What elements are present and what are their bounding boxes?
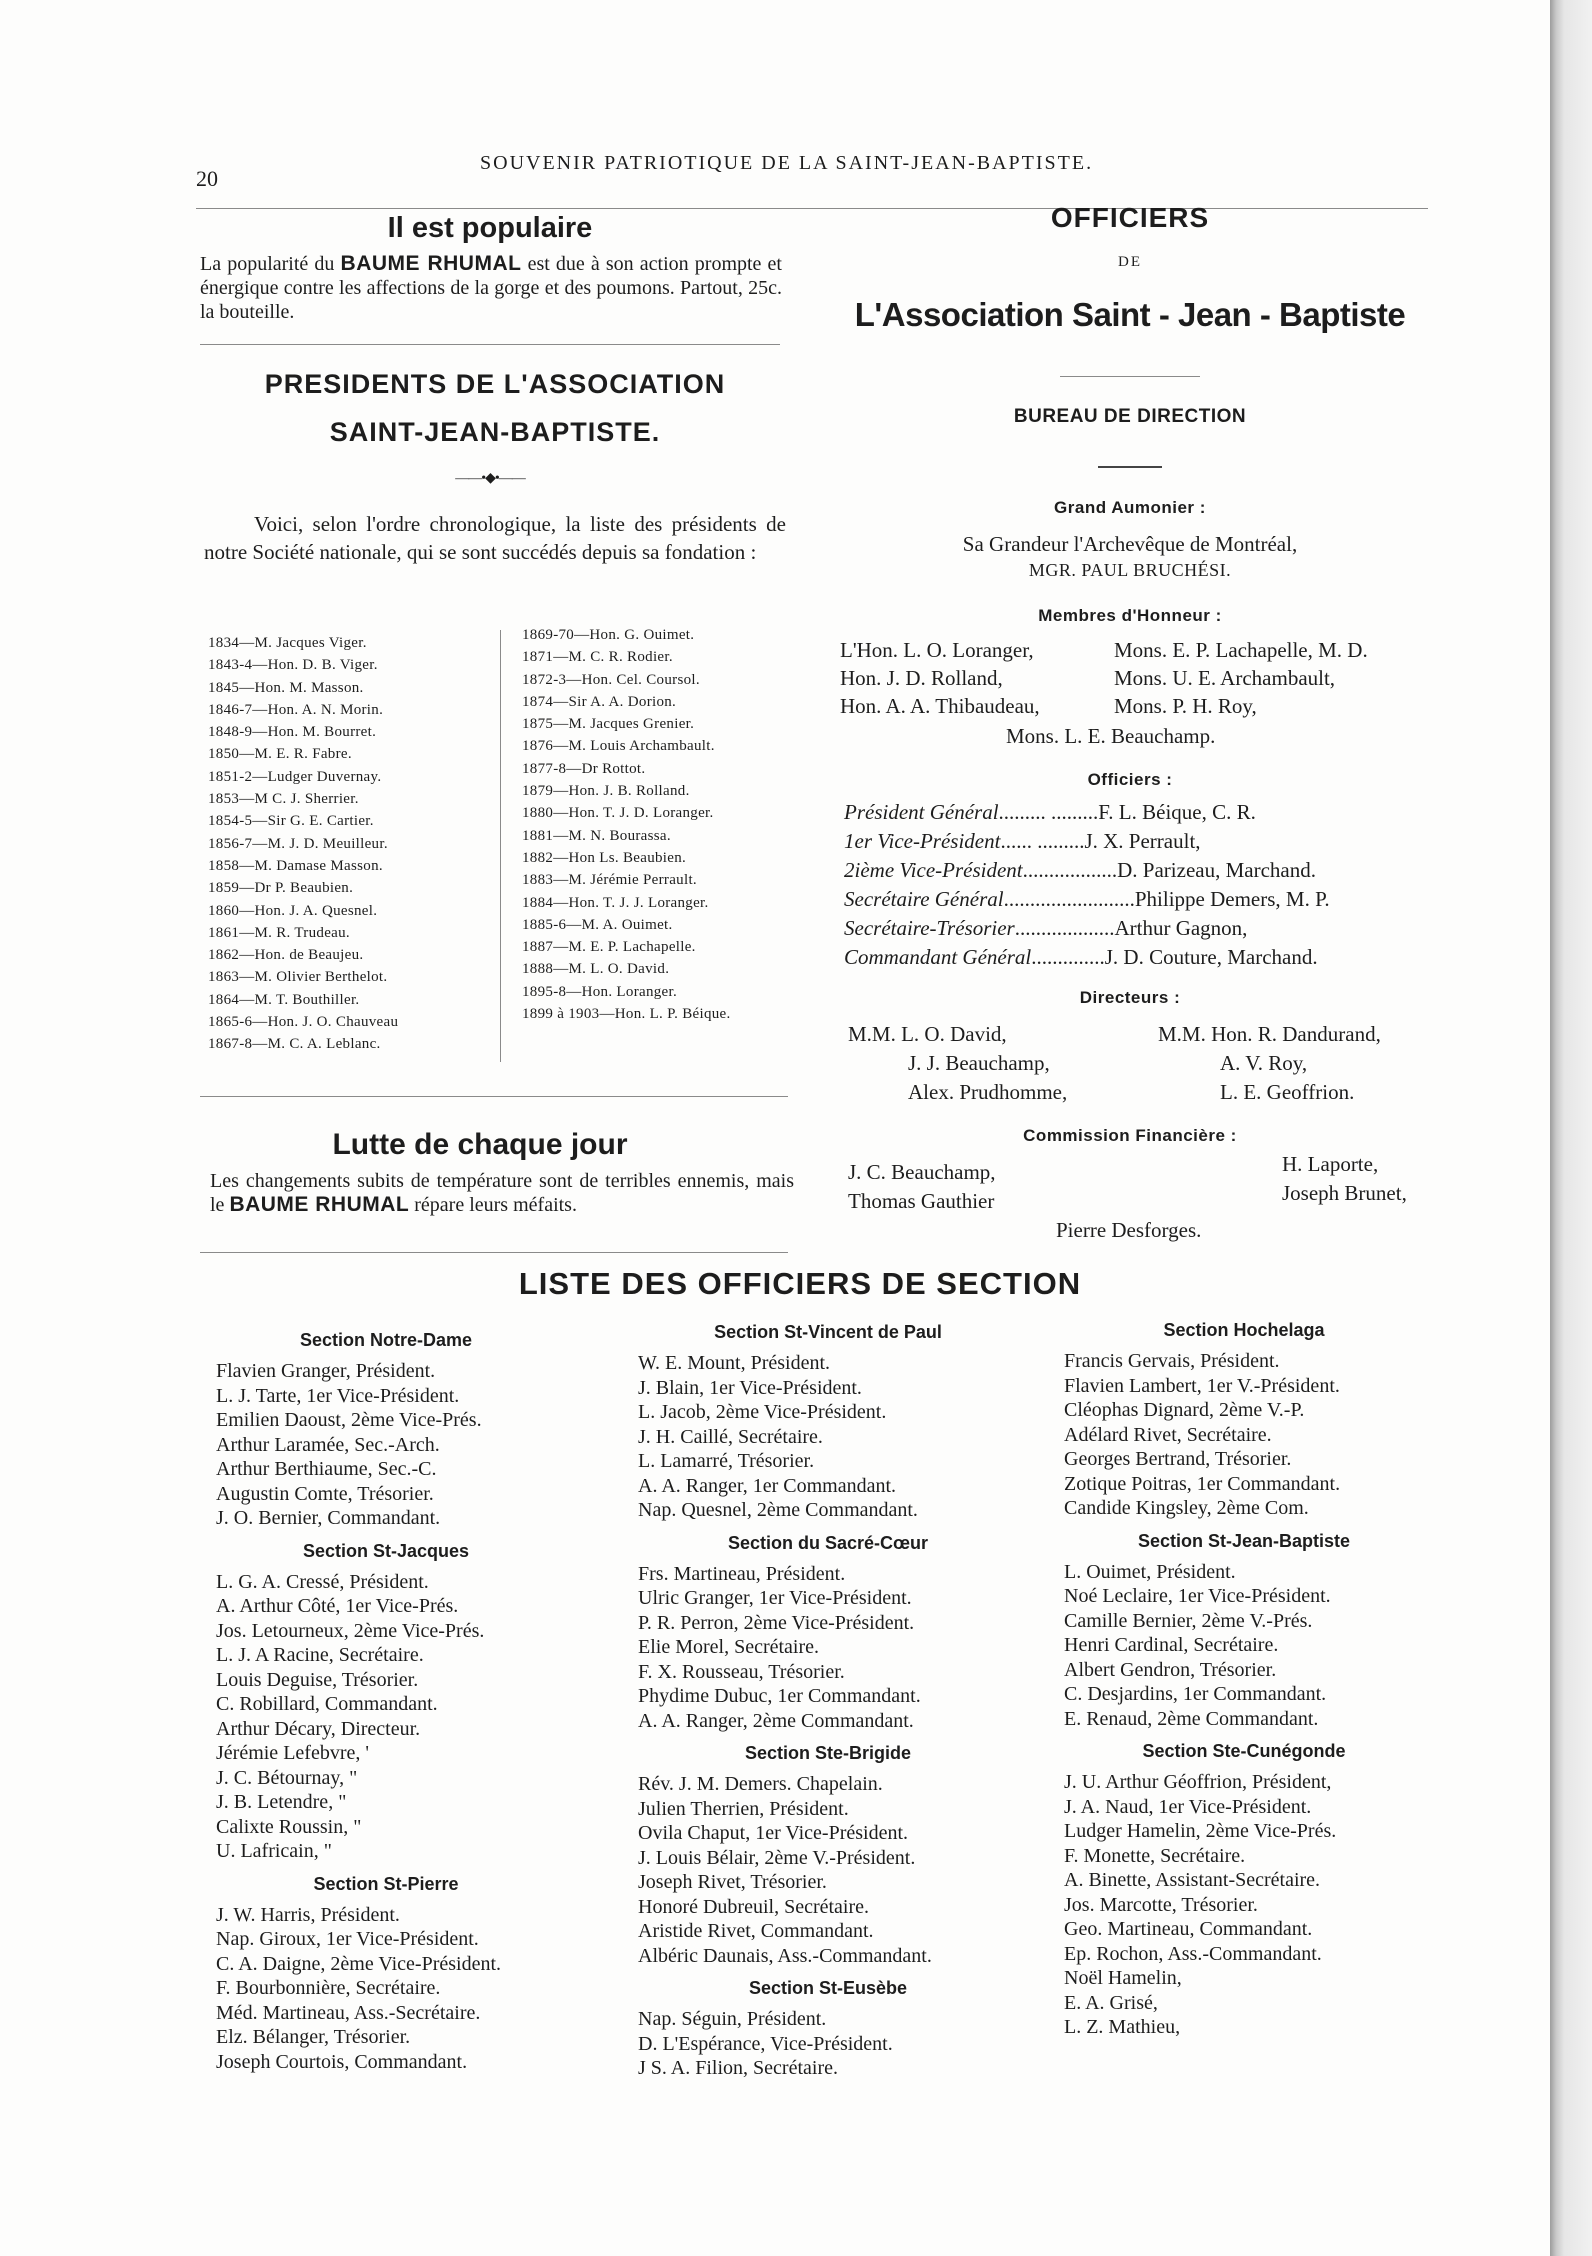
president-entry: 1834—M. Jacques Viger.: [208, 635, 367, 651]
honneur-member: L'Hon. L. O. Loranger,: [840, 638, 1034, 662]
commission-member: H. Laporte,: [1282, 1152, 1379, 1176]
section-officer: U. Lafricain, ": [216, 1840, 332, 1862]
honneur-last: Mons. L. E. Beauchamp.: [1006, 724, 1216, 748]
section-officer: Rév. J. M. Demers. Chapelain.: [638, 1773, 883, 1795]
president-entry: 1877-8—Dr Rottot.: [522, 760, 646, 777]
president-entry: 1843-4—Hon. D. B. Viger.: [208, 657, 378, 674]
section-officer: Adélard Rivet, Secrétaire.: [1064, 1423, 1272, 1446]
section-officer: Francis Gervais, Président.: [1064, 1350, 1280, 1372]
section-officer: Arthur Berthiaume, Sec.-C.: [216, 1458, 437, 1480]
officer-row: [844, 856, 1330, 885]
section-officer-list: [216, 1903, 556, 2075]
officer-name: Philippe Demers, M. P.: [1134, 887, 1330, 911]
president-entry: 1848-9—Hon. M. Bourret.: [208, 724, 377, 741]
president-entry: 1867-8—M. C. A. Leblanc.: [208, 1036, 381, 1053]
divider: [200, 1096, 788, 1097]
section-officer: L. G. A. Cressé, Président.: [216, 1570, 429, 1593]
officer-role: Commandant Général: [844, 945, 1032, 969]
officer-row: [844, 914, 1330, 943]
president-entry: 1887—M. E. P. Lachapelle.: [522, 939, 696, 956]
section-officer: F. Bourbonnière, Secrétaire.: [216, 1977, 441, 1999]
section-officer: Arthur Décary, Directeur.: [216, 1717, 421, 1740]
section-officer: Elie Morel, Secrétaire.: [638, 1636, 820, 1658]
president-entry: 1883—M. Jérémie Perrault.: [522, 872, 697, 889]
column-divider: [500, 630, 501, 1062]
ad-title-lutte: Lutte de chaque jour: [332, 1128, 628, 1161]
leader-dots: ...... .........: [1000, 829, 1085, 853]
commission-left-list: [848, 1158, 996, 1216]
section-officer: C. Desjardins, 1er Commandant.: [1064, 1683, 1327, 1705]
ad-text-lutte: [210, 1170, 794, 1217]
section-officer: E. Renaud, 2ème Commandant.: [1064, 1707, 1319, 1730]
section-officer: L. Jacob, 2ème Vice-Président.: [638, 1401, 887, 1423]
officer-name: Arthur Gagnon,: [1114, 916, 1248, 940]
presidents-intro: Voici, selon l'ordre chronologique, la liste des présidents de notre Société nationale, qui se sont succédés depuis sa fondation :: [204, 512, 786, 564]
commission-member: Joseph Brunet,: [1282, 1181, 1407, 1205]
aumonier-heading: Grand Aumonier :: [1054, 498, 1206, 517]
president-entry: 1871—M. C. R. Rodier.: [522, 649, 673, 666]
commission-right-list: [1282, 1150, 1407, 1208]
section-officer-list: [638, 1351, 1018, 1523]
ad-text-populaire: [200, 252, 782, 324]
section-heading: Section Hochelaga: [1163, 1320, 1325, 1340]
section-heading: Section St-Vincent de Paul: [714, 1322, 942, 1342]
section-officer: A. Binette, Assistant-Secrétaire.: [1064, 1869, 1321, 1891]
short-rule: [1060, 376, 1200, 377]
honneur-member: Mons. U. E. Archambault,: [1114, 666, 1336, 690]
directeurs-left-list: [848, 1020, 1067, 1107]
section-officer: Ep. Rochon, Ass.-Commandant.: [1064, 1942, 1322, 1965]
president-entry: 1895-8—Hon. Loranger.: [522, 983, 678, 1000]
leader-dots: .........................: [1003, 887, 1135, 911]
president-entry: 1899 à 1903—Hon. L. P. Béique.: [522, 1006, 731, 1023]
president-entry: 1845—Hon. M. Masson.: [208, 679, 364, 696]
divider: [200, 344, 780, 345]
section-officer-list: [1064, 1349, 1424, 1521]
section-officer: Jos. Marcotte, Trésorier.: [1064, 1893, 1258, 1916]
directeur-name: Alex. Prudhomme,: [908, 1080, 1068, 1104]
commission-last: Pierre Desforges.: [1056, 1218, 1202, 1242]
section-officer: L. J. Tarte, 1er Vice-Président.: [216, 1384, 460, 1407]
running-title: SOUVENIR PATRIOTIQUE DE LA SAINT-JEAN-BAPTISTE.: [480, 152, 1094, 174]
presidents-title-line1: PRESIDENTS DE L'ASSOCIATION: [264, 369, 726, 399]
president-entry: 1876—M. Louis Archambault.: [522, 738, 715, 755]
section-officer-list: [216, 1359, 556, 1531]
section-officer: J. A. Naud, 1er Vice-Président.: [1064, 1795, 1312, 1818]
aumonier-line1: Sa Grandeur l'Archevêque de Montréal,: [962, 532, 1298, 556]
presidents-title: [210, 360, 780, 456]
president-entry: 1869-70—Hon. G. Ouimet.: [522, 627, 695, 643]
directeur-name: M.M. L. O. David,: [848, 1022, 1007, 1046]
section-officer: J. W. Harris, Président.: [216, 1903, 400, 1926]
bureau-heading: BUREAU DE DIRECTION: [1013, 406, 1247, 427]
section-officer: J. U. Arthur Géoffrion, Président,: [1064, 1771, 1332, 1793]
section-officer: J. O. Bernier, Commandant.: [216, 1507, 441, 1529]
section-officer: Jérémie Lefebvre, ': [216, 1742, 369, 1764]
section-officer: Flavien Lambert, 1er V.-Président.: [1064, 1374, 1340, 1397]
presidents-list-col2: [522, 624, 731, 1025]
section-officer: Louis Deguise, Trésorier.: [216, 1668, 419, 1691]
section-heading: Section St-Eusèbe: [748, 1978, 908, 1998]
section-officer-list: [638, 2007, 1018, 2081]
ad-text-part: Les changements subits de température sont de terribles ennemis, mais le: [210, 1170, 794, 1216]
aumonier-line2: MGR. PAUL BRUCHÉSI.: [1028, 560, 1232, 580]
short-rule: [1098, 466, 1162, 468]
section-officer: J. C. Bétournay, ": [216, 1766, 358, 1789]
section-officer: J. Blain, 1er Vice-Président.: [638, 1376, 862, 1399]
officer-role: 1er Vice-Président: [844, 829, 1001, 853]
president-entry: 1864—M. T. Bouthiller.: [208, 991, 360, 1008]
president-entry: 1859—Dr P. Beaubien.: [208, 880, 354, 897]
officiers-de: DE: [1118, 254, 1142, 270]
divider: [200, 1252, 788, 1253]
officiers-heading: Officiers :: [1087, 770, 1173, 789]
honneur-member: Mons. E. P. Lachapelle, M. D.: [1114, 638, 1368, 662]
section-officer: J. Louis Bélair, 2ème V.-Président.: [638, 1846, 916, 1869]
section-officer: L. Z. Mathieu,: [1064, 2016, 1181, 2038]
section-officer: F. Monette, Secrétaire.: [1064, 1844, 1246, 1867]
president-entry: 1863—M. Olivier Berthelot.: [208, 969, 388, 986]
section-officer: Elz. Bélanger, Trésorier.: [216, 2026, 411, 2048]
section-officer: L. Ouimet, Président.: [1064, 1560, 1236, 1583]
directeur-name: L. E. Geoffrion.: [1220, 1080, 1355, 1104]
section-officer: Nap. Giroux, 1er Vice-Président.: [216, 1928, 479, 1950]
section-heading: Section Notre-Dame: [299, 1330, 473, 1350]
section-officer: Camille Bernier, 2ème V.-Prés.: [1064, 1609, 1313, 1632]
officer-name: F. L. Béique, C. R.: [1098, 800, 1256, 824]
honneur-member: Hon. A. A. Thibaudeau,: [840, 694, 1040, 718]
section-officer: Cléophas Dignard, 2ème V.-P.: [1064, 1399, 1305, 1421]
president-entry: 1853—M C. J. Sherrier.: [208, 791, 359, 808]
ad-title-populaire: Il est populaire: [387, 212, 593, 244]
president-entry: 1851-2—Ludger Duvernay.: [208, 768, 382, 785]
section-heading: Section St-Jacques: [302, 1540, 470, 1561]
ad-text-part: est due à son action prompte et énergique contre les affections de la gorge et des poumons. Partout, 25c. la bouteille.: [200, 253, 782, 323]
ad-text-part: La popularité du: [200, 253, 341, 275]
section-officer: A. Arthur Côté, 1er Vice-Prés.: [216, 1595, 459, 1617]
sections-title: LISTE DES OFFICIERS DE SECTION: [518, 1266, 1082, 1301]
officer-role: Secrétaire Général: [844, 887, 1004, 911]
section-officer: Zotique Poitras, 1er Commandant.: [1064, 1472, 1341, 1495]
section-officer: J. B. Letendre, ": [216, 1791, 347, 1813]
section-officer: Honoré Dubreuil, Secrétaire.: [638, 1895, 870, 1918]
section-officer: Calixte Roussin, ": [216, 1815, 362, 1838]
president-entry: 1888—M. L. O. David.: [522, 961, 670, 978]
officer-name: J. D. Couture, Marchand.: [1104, 945, 1318, 969]
president-entry: 1872-3—Hon. Cel. Coursol.: [522, 671, 700, 688]
president-entry: 1885-6—M. A. Ouimet.: [522, 916, 673, 933]
section-officer: C. Robillard, Commandant.: [216, 1693, 438, 1715]
section-officer: J S. A. Filion, Secrétaire.: [638, 2057, 838, 2079]
honneur-left-list: [840, 636, 1040, 720]
honneur-right-list: [1114, 636, 1368, 720]
section-officer: C. A. Daigne, 2ème Vice-Président.: [216, 1952, 502, 1975]
section-heading: Section St-Jean-Baptiste: [1137, 1530, 1351, 1551]
directeur-name: M.M. Hon. R. Dandurand,: [1158, 1022, 1381, 1046]
section-officer: Georges Bertrand, Trésorier.: [1064, 1448, 1292, 1470]
section-officer-list: [216, 1570, 556, 1864]
commission-member: J. C. Beauchamp,: [848, 1160, 996, 1184]
section-officer: Henri Cardinal, Secrétaire.: [1064, 1634, 1279, 1656]
section-officer: A. A. Ranger, 2ème Commandant.: [638, 1709, 914, 1732]
section-officer: Nap. Séguin, Président.: [638, 2008, 827, 2030]
officer-name: J. X. Perrault,: [1084, 829, 1201, 853]
leader-dots: ......... .........: [998, 800, 1099, 824]
officer-role: Président Général: [844, 800, 999, 824]
directeurs-heading: Directeurs :: [1079, 988, 1181, 1007]
page-number: 20: [196, 166, 218, 191]
section-officer: A. A. Ranger, 1er Commandant.: [638, 1474, 897, 1497]
section-officer: Joseph Courtois, Commandant.: [216, 2050, 468, 2073]
section-officer: P. R. Perron, 2ème Vice-Président.: [638, 1611, 915, 1634]
leader-dots: ..............: [1031, 945, 1105, 969]
section-officer: Noé Leclaire, 1er Vice-Président.: [1064, 1585, 1331, 1607]
section-officer: Augustin Comte, Trésorier.: [216, 1482, 434, 1505]
section-officer: Albéric Daunais, Ass.-Commandant.: [638, 1944, 932, 1967]
president-entry: 1875—M. Jacques Grenier.: [522, 716, 695, 733]
section-officer-list: [638, 1772, 1018, 1968]
presidents-list-col1: [208, 632, 398, 1056]
officer-row: [844, 943, 1330, 972]
president-entry: 1874—Sir A. A. Dorion.: [522, 693, 677, 710]
president-entry: 1854-5—Sir G. E. Cartier.: [208, 813, 374, 830]
officer-row: [844, 885, 1330, 914]
president-entry: 1884—Hon. T. J. J. Loranger.: [522, 894, 709, 911]
section-officer: Ulric Granger, 1er Vice-Président.: [638, 1587, 912, 1609]
section-officer: Ovila Chaput, 1er Vice-Président.: [638, 1822, 909, 1844]
section-heading: Section Ste-Brigide: [744, 1743, 912, 1763]
section-officer: Méd. Martineau, Ass.-Secrétaire.: [216, 2001, 481, 2024]
president-entry: 1881—M. N. Bourassa.: [522, 827, 671, 844]
officer-name: D. Parizeau, Marchand.: [1117, 858, 1316, 882]
president-entry: 1846-7—Hon. A. N. Morin.: [208, 701, 384, 718]
association-name: L'Association Saint - Jean - Baptiste: [854, 296, 1406, 333]
officer-role: 2ième Vice-Président: [844, 858, 1023, 882]
president-entry: 1882—Hon Ls. Beaubien.: [522, 849, 687, 866]
ornament-divider: ——•◆•——: [455, 471, 525, 486]
section-officer: L. J. A Racine, Secrétaire.: [216, 1644, 424, 1666]
president-entry: 1880—Hon. T. J. D. Loranger.: [522, 805, 714, 822]
commission-heading: Commission Financière :: [1023, 1126, 1237, 1145]
section-officer: Nap. Quesnel, 2ème Commandant.: [638, 1499, 918, 1521]
section-officer-list: [1064, 1560, 1424, 1732]
presidents-title-line2: SAINT-JEAN-BAPTISTE.: [329, 417, 661, 447]
leader-dots: ...................: [1014, 916, 1115, 940]
section-officer: Joseph Rivet, Trésorier.: [638, 1871, 827, 1893]
section-officer: Julien Therrien, Président.: [638, 1797, 849, 1820]
sections-column-3: [1064, 1320, 1424, 2040]
honneur-heading: Membres d'Honneur :: [1038, 606, 1222, 625]
section-officer: Candide Kingsley, 2ème Com.: [1064, 1497, 1309, 1519]
section-officer: W. E. Mount, Président.: [638, 1352, 831, 1374]
section-officer-list: [1064, 1770, 1424, 2040]
section-officer: Geo. Martineau, Commandant.: [1064, 1918, 1313, 1940]
section-heading: Section St-Pierre: [313, 1873, 459, 1894]
section-officer: F. X. Rousseau, Trésorier.: [638, 1660, 845, 1683]
section-officer: Emilien Daoust, 2ème Vice-Prés.: [216, 1409, 482, 1431]
directeur-name: A. V. Roy,: [1220, 1051, 1308, 1075]
honneur-member: Hon. J. D. Rolland,: [840, 666, 1003, 690]
section-officer: L. Lamarré, Trésorier.: [638, 1450, 815, 1472]
commission-member: Thomas Gauthier: [848, 1189, 995, 1213]
sections-column-1: [216, 1330, 556, 2074]
ad-text-part: répare leurs méfaits.: [409, 1194, 577, 1216]
president-entry: 1862—Hon. de Beaujeu.: [208, 947, 364, 964]
directeurs-right-list: [1158, 1020, 1381, 1107]
section-officer: Albert Gendron, Trésorier.: [1064, 1658, 1277, 1681]
officer-role: Secrétaire-Trésorier: [844, 916, 1015, 940]
president-entry: 1861—M. R. Trudeau.: [208, 924, 350, 941]
section-officer: J. H. Caillé, Secrétaire.: [638, 1425, 823, 1448]
president-entry: 1856-7—M. J. D. Meuilleur.: [208, 835, 388, 852]
brand-name: BAUME RHUMAL: [229, 1193, 410, 1216]
page-edge: [1550, 0, 1592, 2256]
section-officer: Arthur Laramée, Sec.-Arch.: [216, 1433, 440, 1456]
president-entry: 1850—M. E. R. Fabre.: [208, 746, 352, 763]
section-officer-list: [638, 1562, 1018, 1734]
section-officer: Aristide Rivet, Commandant.: [638, 1920, 874, 1942]
section-officer: Noël Hamelin,: [1064, 1967, 1182, 1989]
section-officer: Phydime Dubuc, 1er Commandant.: [638, 1685, 921, 1707]
directeur-name: J. J. Beauchamp,: [908, 1051, 1050, 1075]
brand-name: BAUME RHUMAL: [340, 252, 522, 275]
section-officer: Frs. Martineau, Président.: [638, 1562, 846, 1585]
officers-table: [844, 798, 1330, 972]
officiers-title: OFFICIERS: [1050, 202, 1210, 233]
president-entry: 1858—M. Damase Masson.: [208, 857, 383, 874]
president-entry: 1879—Hon. J. B. Rolland.: [522, 783, 690, 800]
section-officer: Ludger Hamelin, 2ème Vice-Prés.: [1064, 1820, 1337, 1842]
section-heading: Section du Sacré-Cœur: [727, 1532, 929, 1553]
section-officer: D. L'Espérance, Vice-Président.: [638, 2032, 893, 2055]
section-heading: Section Ste-Cunégonde: [1142, 1741, 1346, 1761]
honneur-member: Mons. P. H. Roy,: [1114, 694, 1257, 718]
sections-column-2: [638, 1322, 1018, 2081]
section-officer: E. A. Grisé,: [1064, 1991, 1158, 2014]
section-officer: Flavien Granger, Président.: [216, 1360, 436, 1382]
president-entry: 1860—Hon. J. A. Quesnel.: [208, 902, 378, 919]
officer-row: [844, 798, 1330, 827]
officer-row: [844, 827, 1330, 856]
section-officer: Jos. Letourneux, 2ème Vice-Prés.: [216, 1619, 485, 1642]
leader-dots: ..................: [1022, 858, 1118, 882]
president-entry: 1865-6—Hon. J. O. Chauveau: [208, 1014, 399, 1031]
